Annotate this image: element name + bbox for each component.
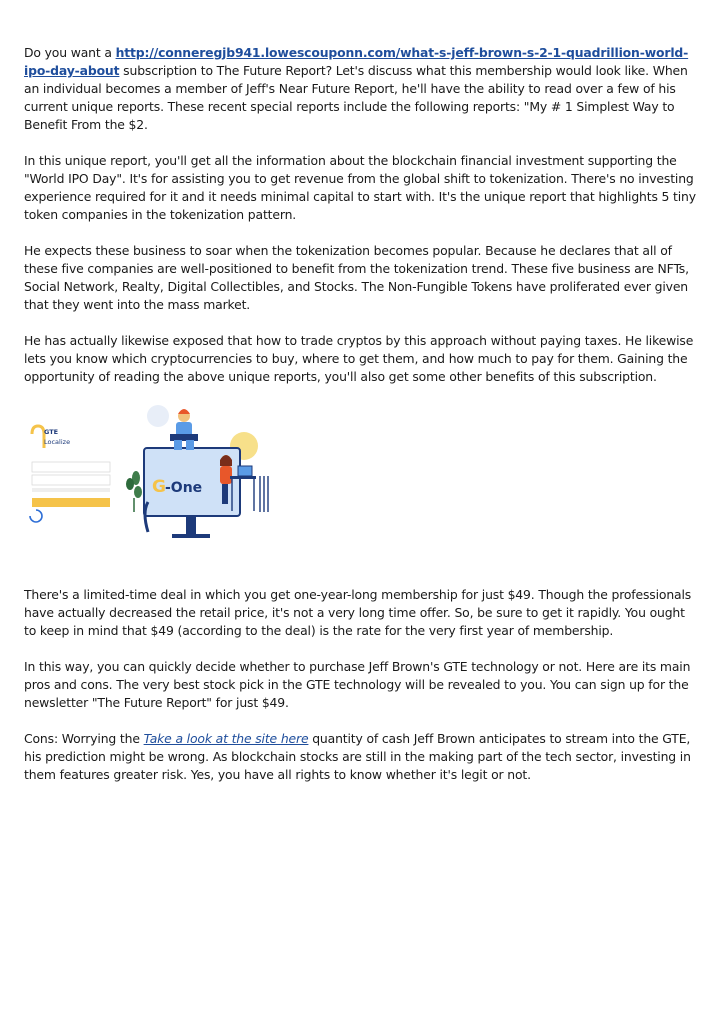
report-link[interactable]: http://conneregjb941.lowescouponn.com/what-s-jeff-brown-s-2-1-quadrillion-world-ipo-day-about [24,45,689,78]
person-with-laptop [170,409,198,450]
person-at-desk [220,455,268,512]
paragraph-5: There's a limited-time deal in which you get one-year-long membership for just $49. Though the professionals have actually decreased the retail price, it's not a very long time offer. So, be sure to get it rapidly. You ought to keep in mind that $49 (according to the deal) is the rate for the very first year of membership. [24,587,692,638]
login-panel [30,426,110,522]
paragraph-1-intro: Do you want a [24,45,116,60]
monitor-logo-g: G [152,477,166,497]
password-field[interactable] [32,475,110,485]
paragraph-4: He has actually likewise exposed that how to trade cryptos by this approach without paying taxes. He likewise lets you know which cryptocurrencies to buy, where to get them, and how much to pay for them. Gaining the opportunity of reading the above unique reports, you'll also get some other benefits of this subscription. [24,333,694,384]
bubble-decoration [147,405,169,427]
logo-mark [32,426,44,448]
logo-text-top: GTE [44,428,59,436]
paragraph-2: In this unique report, you'll get all the information about the blockchain financial investment supporting the "World IPO Day". It's for assisting you to get revenue from the global shift to tokenization. There's no investing experience required for it and it needs minimal capital to start with. It's the unique report that highlights 5 tiny token companies in the tokenization pattern. [24,153,696,222]
paragraph-7 [24,730,696,784]
plant-decoration [126,471,142,512]
monitor-stand [186,516,196,536]
paragraph-7-text: quantity of cash Jeff Brown anticipates to stream into the GTE, his prediction might be wrong. As blockchain stocks are still in the making part of the tech sector, investing in them features greater risk. Yes, you have all rights to know whether it's legit or not. [24,731,691,782]
loading-spinner-icon [30,510,42,522]
monitor-base [172,534,210,538]
gte-illustration-graphic [24,404,284,564]
paragraph-7-intro: Cons: Worrying the [24,731,144,746]
site-link[interactable]: Take a look at the site here [143,731,309,746]
paragraph-3: He expects these business to soar when the tokenization becomes popular. Because he declares that all of these five companies are well-positioned to benefit from the tokenization trend. These five business are NFTs, Social Network, Realty, Digital Collectibles, and Stocks. The Non-Fungible Tokens have proliferated ever given that they went into the mass market. [24,243,689,312]
monitor-logo-text: -One [165,480,203,496]
paragraph-1 [24,44,696,134]
username-field[interactable] [32,462,110,472]
article-body [24,44,696,802]
logo-text-bottom: Localize [44,438,71,446]
login-button[interactable] [32,498,110,507]
gte-illustration [24,404,696,564]
remember-row [32,488,110,492]
paragraph-6: In this way, you can quickly decide whether to purchase Jeff Brown's GTE technology or not. Here are its main pros and cons. The very best stock pick in the GTE technology will be revealed to you. You can sign up for the newsletter "The Future Report" for just $49. [24,659,691,710]
desk-laptop [238,466,252,476]
paragraph-1-text: subscription to The Future Report? Let's discuss what this membership would look like. When an individual becomes a member of Jeff's Near Future Report, he'll have the ability to read over a few of his current unique reports. These recent special reports include the following reports: "My # 1 Simplest Way to Benefit From the $2. [24,63,688,132]
